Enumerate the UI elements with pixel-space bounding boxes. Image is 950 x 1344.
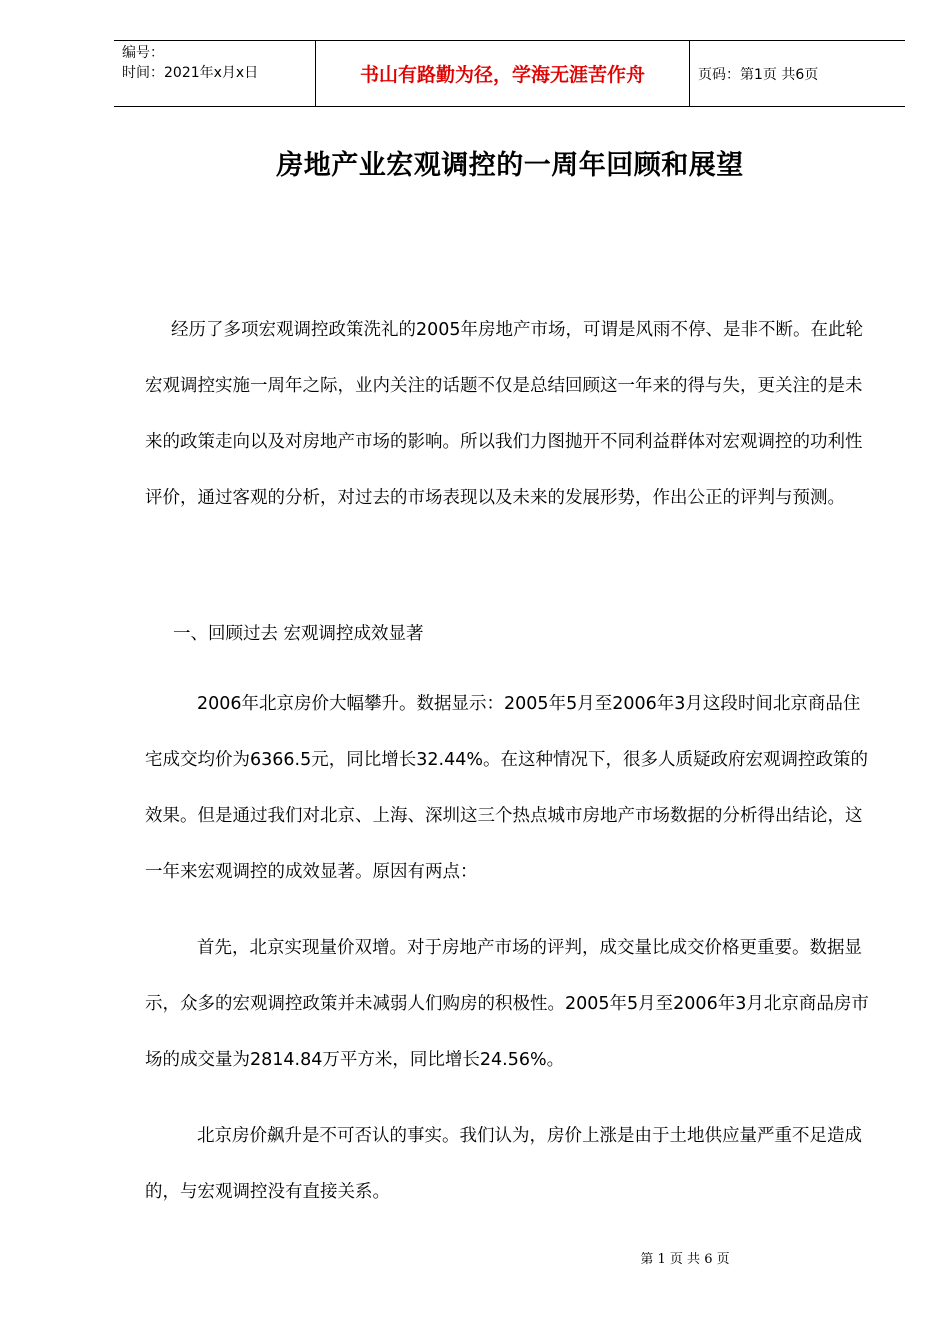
header-motto-cell <box>316 41 690 106</box>
motto-text: 书山有路勤为径，学海无涯苦作舟 <box>359 64 645 86</box>
paragraph-beijing-price: 2006年北京房价大幅攀升。数据显示：2005年5月至2006年3月这段时间北京商品住宅成交均价为6366.5元，同比增长32.44%。在这种情况下，很多人质疑政府宏观调控政策的效果。但是通过我们对北京、上海、深圳这三个热点城市房地产市场数据的分析得出结论，这一年来宏观调控的成效显著。原因有两点： <box>145 694 868 882</box>
page-info-text: 页码：第1页 共6页 <box>698 66 819 83</box>
header-meta-cell <box>114 41 316 106</box>
page-footer: 第 1 页 共 6 页 <box>640 1252 730 1267</box>
paragraph-land-supply: 北京房价飙升是不可否认的事实。我们认为，房价上涨是由于土地供应量严重不足造成的，与宏观调控没有直接关系。 <box>145 1126 862 1202</box>
header-table <box>114 40 905 107</box>
paragraph-volume: 首先，北京实现量价双增。对于房地产市场的评判，成交量比成交价格更重要。数据显示，众多的宏观调控政策并未减弱人们购房的积极性。2005年5月至2006年3月北京商品房市场的成交量为2814.84万平方米，同比增长24.56%。 <box>145 938 869 1070</box>
header-page-cell <box>690 41 905 106</box>
serial-number-label: 编号： <box>122 45 164 61</box>
section-heading: 一、回顾过去 宏观调控成效显著 <box>173 624 424 644</box>
date-label: 时间：2021年x月x日 <box>122 65 259 81</box>
document-title: 房地产业宏观调控的一周年回顾和展望 <box>276 150 744 181</box>
paragraph-intro: 经历了多项宏观调控政策洗礼的2005年房地产市场，可谓是风雨不停、是非不断。在此轮宏观调控实施一周年之际，业内关注的话题不仅是总结回顾这一年来的得与失，更关注的是未来的政策走向以及对房地产市场的影响。所以我们力图抛开不同利益群体对宏观调控的功利性评价，通过客观的分析，对过去的市场表现以及未来的发展形势，作出公正的评判与预测。 <box>145 320 864 508</box>
